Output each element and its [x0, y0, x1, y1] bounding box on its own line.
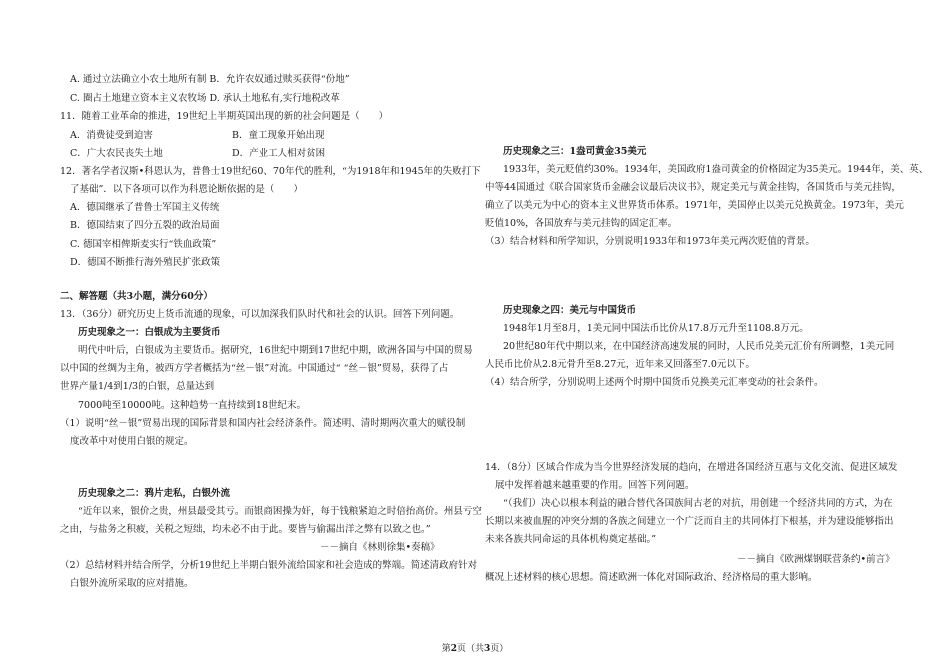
- footer-suffix: 页）: [490, 644, 509, 654]
- q12-option-d: D．德国不断推行海外殖民扩张政策: [70, 257, 221, 268]
- q13-subquestion2-line2: 白银外流所采取的应对措施。: [70, 578, 194, 589]
- q12-stem-line2: 了基础”．以下各项可以作为科恩论断依据的是（ ）: [70, 184, 303, 195]
- q14-quote-line3: 未来各族共同命运的具体机构奠定基础。”: [485, 534, 657, 545]
- q10-options-cd: C. 圈占土地建立资本主义农牧场 D. 承认土地私有,实行地税改革: [70, 93, 340, 104]
- q13-phenomenon2-source: －－摘自《林则徐集•奏稿》: [320, 542, 440, 553]
- q13-phenomenon4-title: 历史现象之四：美元与中国货币: [503, 305, 637, 316]
- q10-options-ab: A. 通过立法确立小农土地所有制 B．允许农奴通过赎买获得“份地”: [70, 74, 350, 85]
- q13-subquestion3: （3）结合材料和所学知识，分别说明1933年和1973年美元两次贬值的背景。: [485, 236, 815, 247]
- footer-middle: 页（共: [456, 644, 484, 654]
- q11-option-c: C．广大农民丧失土地: [70, 148, 163, 159]
- q13-phenomenon4-line3: 人民币比价从2.8元骨升至8.27元，近年来又回落至7.0元以下。: [485, 359, 755, 370]
- q13-phenomenon3-line4: 贬值10%，各国放弃与美元挂钩的固定汇率。: [485, 218, 678, 229]
- q13-phenomenon3-line3: 确立了以美元为中心的资本主义世界货币体系。1971年，美国停止以美元兑换黄金。1973年，美元: [485, 200, 904, 211]
- q13-phenomenon3-line1: 1933年，美元贬值约30%。1934年，美国政府1盎司黄金的价格固定为35美元。1944年，美、英、: [503, 164, 929, 175]
- q13-phenomenon1-line2: 以中国的丝绸为主角，被西方学者概括为“丝－银”对流。中国通过“ “丝－银”贸易，获得了占: [60, 363, 449, 374]
- q13-phenomenon2-line1: “近年以来，银价之贵，州县最受其亏。而银商困操为奸，每于钱粮紧迫之时倍抬高价。州县亏空: [78, 506, 482, 517]
- q12-option-b: B．德国结束了四分五裂的政治局面: [70, 220, 220, 231]
- q13-phenomenon4-line1: 1948年1月至8月，1美元同中国法币比价从17.8万元升至1108.8万元。: [503, 323, 809, 334]
- q13-subquestion4: （4）结合所学，分别说明上述两个时期中国货币兑换美元汇率变动的社会条件。: [485, 377, 824, 388]
- q13-phenomenon1-line4: 7000吨至10000吨。这种趋势一直持续到18世纪末。: [78, 400, 306, 411]
- q14-source: －－摘自《欧洲煤钢联营条约•前言》: [737, 554, 895, 565]
- page-footer: [0, 640, 950, 659]
- q13-phenomenon3-title: 历史现象之三：1盎司黄金35美元: [503, 146, 647, 157]
- q12-stem-line1: 12．著名学者汉斯•科恩认为，普鲁士19世纪60、70年代的胜利，“为1918年和1945年的失败打下: [60, 166, 481, 177]
- q13-phenomenon1-line3: 世界产量1/4到1/3的白银，总量达到: [60, 381, 215, 392]
- q13-subquestion2-line1: （2）总结材料并结合所学，分析19世纪上半期白银外流给国家和社会造成的弊端。简述清政府针对: [60, 560, 478, 571]
- q13-subquestion1-line1: （1）说明“丝－银”贸易出现的国际背景和国内社会经济条件。简述明、清时期两次重大的赋役制: [60, 418, 466, 429]
- section-2-heading: 二、解答题（共3小题，满分60分）: [60, 291, 213, 302]
- q11-option-d: D．产业工人相对贫困: [232, 148, 326, 159]
- q13-phenomenon2-line2: 之由，与盐务之积疲，关税之短绌，均未必不由于此。要皆与偷漏出洋之弊有以致之也。”: [60, 524, 431, 535]
- q13-phenomenon2-title: 历史现象之二：鸦片走私，白银外流: [78, 488, 231, 499]
- q14-question: 概况上述材料的核心思想。简述欧洲一体化对国际政治、经济格局的重大影响。: [485, 572, 818, 583]
- q12-option-c: C. 德国宰相俾斯麦实行“铁血政策”: [70, 239, 217, 250]
- q12-option-a: A．德国继承了普鲁士军国主义传统: [70, 202, 220, 213]
- q13-subquestion1-line2: 度改革中对使用白银的规定。: [70, 436, 194, 447]
- q11-option-a: A．消费徒受到迫害: [70, 130, 153, 141]
- q13-stem: 13．（36分）研究历史上货币流通的现象，可以加深我们队时代和社会的认识。回答下列问题。: [60, 309, 460, 320]
- q13-phenomenon1-line1: 明代中叶后，白银成为主要货币。据研究，16世纪中期到17世纪中期，欧洲各国与中国的贸易: [78, 345, 473, 356]
- q13-phenomenon1-title: 历史现象之一：白银成为主要货币: [78, 327, 221, 338]
- q13-phenomenon3-line2: 中等44国通过《联合国家货币金融会议最后决议书》，规定美元与黄金挂钩，各国货币与美元挂钩，: [485, 182, 901, 193]
- q13-phenomenon4-line2: 20世纪80年代中期以来，在中国经济高速发展的同时，人民币兑美元汇价有所调整，1美元同: [503, 341, 895, 352]
- q14-quote-line2: 长期以来被血腥的冲突分割的各族之间建立一个广泛而自主的共同体打下根基，并为建设能够指出: [485, 516, 894, 527]
- footer-prefix: 第: [441, 644, 451, 654]
- q11-option-b: B．童工现象开始出现: [232, 130, 325, 141]
- q14-quote-line1: “（我们）决心以根本利益的融合替代各国族间古老的对抗，用创建一个经济共同的方式，为在: [503, 498, 893, 509]
- footer-page-number: 2: [450, 644, 457, 654]
- q14-stem-line2: 展中发挥着越来越重要的作用。回答下列问题。: [495, 480, 695, 491]
- q11-stem: 11．随着工业革命的推进，19世纪上半期英国出现的新的社会问题是（ ）: [60, 111, 389, 122]
- q14-stem-line1: 14．（8分）区域合作成为当今世界经济发展的趋向，在增进各国经济互惠与文化交流、促进区域发: [485, 462, 898, 473]
- footer-total-pages: 3: [484, 644, 491, 654]
